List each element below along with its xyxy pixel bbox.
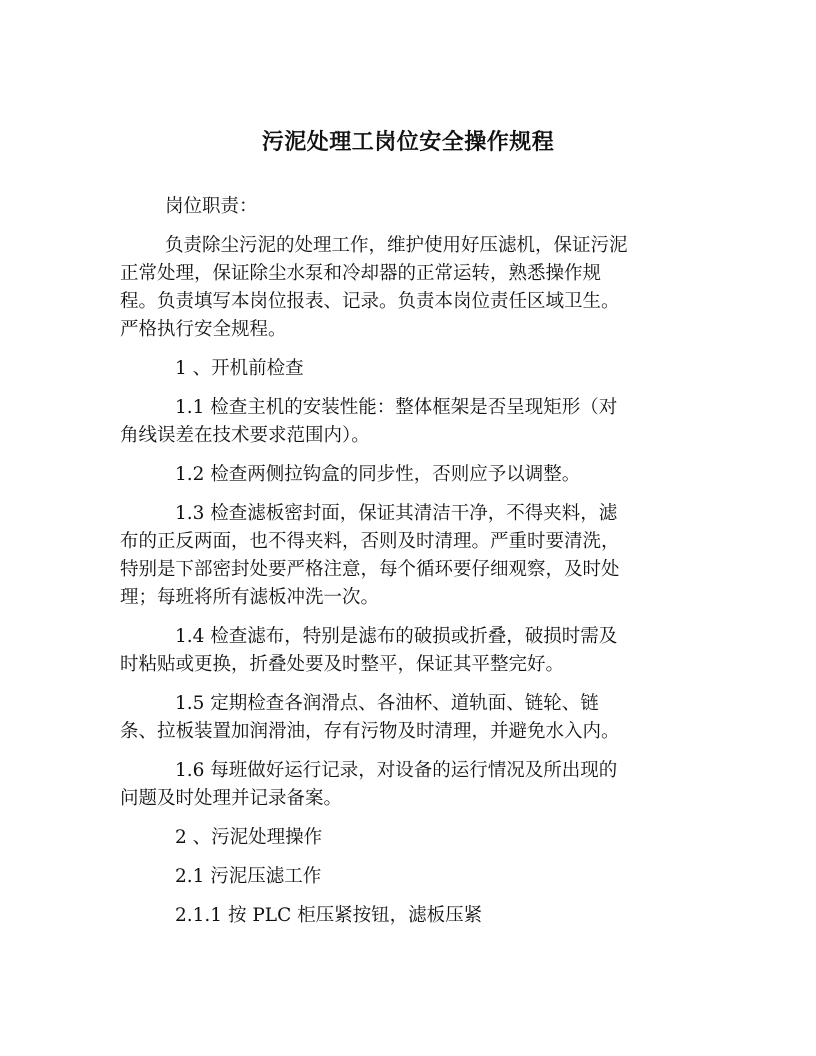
paragraph bbox=[120, 232, 700, 344]
text-line: 负责除尘污泥的处理工作，维护使用好压滤机，保证污泥 bbox=[165, 235, 628, 256]
text-line: 1.3 检查滤板密封面，保证其清洁干净，不得夹料，滤 bbox=[175, 503, 618, 524]
text-line: 特别是下部密封处要严格注意，每个循环要仔细观察，及时处 bbox=[120, 559, 620, 580]
paragraph bbox=[120, 500, 700, 612]
section-heading bbox=[120, 355, 700, 383]
document-title: 污泥处理工岗位安全操作规程 bbox=[261, 128, 555, 155]
text-line: 2.1.1 按 PLC 柜压紧按钮，滤板压紧 bbox=[175, 905, 483, 926]
paragraph bbox=[120, 193, 700, 221]
text-line: 1.6 每班做好运行记录，对设备的运行情况及所出现的 bbox=[175, 760, 618, 781]
text-line: 程。负责填写本岗位报表、记录。负责本岗位责任区域卫生。 bbox=[120, 291, 620, 312]
text-line: 布的正反两面，也不得夹料，否则及时清理。严重时要清洗， bbox=[120, 531, 620, 552]
text-line: 条、拉板装置加润滑油，存有污物及时清理，并避免水入内。 bbox=[120, 721, 620, 742]
text-line: 1 、开机前检查 bbox=[175, 358, 304, 379]
text-line: 问题及时处理并记录备案。 bbox=[120, 788, 343, 809]
text-line: 1.4 检查滤布，特别是滤布的破损或折叠，破损时需及 bbox=[175, 626, 618, 647]
text-line: 2 、污泥处理操作 bbox=[175, 827, 323, 848]
text-line: 角线误差在技术要求范围内）。 bbox=[120, 425, 370, 446]
text-line: 岗位职责： bbox=[165, 196, 258, 217]
paragraph bbox=[120, 461, 700, 489]
text-line: 理；每班将所有滤板冲洗一次。 bbox=[120, 587, 380, 608]
section-heading bbox=[120, 824, 700, 852]
text-line: 正常处理，保证除尘水泵和冷却器的正常运转，熟悉操作规 bbox=[120, 263, 602, 284]
text-line: 2.1 污泥压滤工作 bbox=[175, 866, 322, 887]
paragraph bbox=[120, 394, 700, 450]
text-line: 1.1 检查主机的安装性能：整体框架是否呈现矩形（对 bbox=[175, 397, 618, 418]
section-heading bbox=[120, 902, 700, 930]
text-line: 1.5 定期检查各润滑点、各油杯、道轨面、链轮、链 bbox=[175, 693, 599, 714]
document-body bbox=[120, 193, 700, 941]
section-heading bbox=[120, 863, 700, 891]
text-line: 时粘贴或更换，折叠处要及时整平，保证其平整完好。 bbox=[120, 654, 565, 675]
text-line: 严格执行安全规程。 bbox=[120, 319, 287, 340]
text-line: 1.2 检查两侧拉钩盒的同步性，否则应予以调整。 bbox=[175, 464, 581, 485]
paragraph bbox=[120, 623, 700, 679]
paragraph bbox=[120, 690, 700, 746]
paragraph bbox=[120, 757, 700, 813]
